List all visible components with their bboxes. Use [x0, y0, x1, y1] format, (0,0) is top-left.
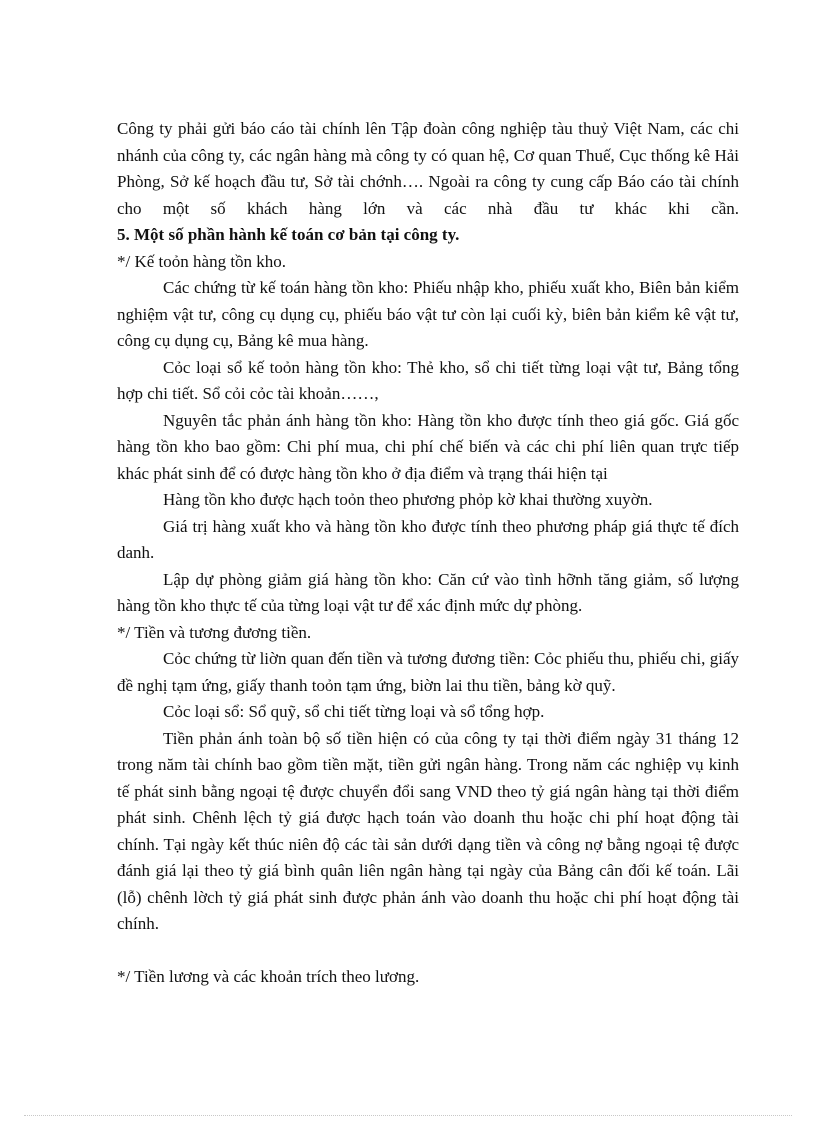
subsection-cash: */ Tiền và tương đương tiền. — [117, 622, 312, 642]
cash-paragraph-1: Cỏc chứng từ liờn quan đến tiền và tương đương tiền: Cỏc phiếu thu, phiếu chi, giấy đề nghị tạm ứng, giấy thanh toỏn tạm ứng, biờn lai thu tiền, bảng kờ quỹ. — [117, 649, 739, 695]
section-heading-5: 5. Một số phần hành kế toán cơ bản tại công ty. — [117, 225, 460, 244]
inventory-paragraph-2: Cỏc loại sổ kế toỏn hàng tồn kho: Thẻ kho, sổ chi tiết từng loại vật tư, Bảng tổng hợp chi tiết. Sổ cỏi cỏc tài khoản……, — [117, 357, 739, 403]
blank-line — [117, 938, 739, 964]
inventory-paragraph-5: Giá trị hàng xuất kho và hàng tồn kho được tính theo phương pháp giá thực tế đích danh. — [117, 516, 739, 562]
subsection-salary: */ Tiền lương và các khoản trích theo lương. — [117, 966, 420, 986]
inventory-paragraph-4: Hàng tồn kho được hạch toỏn theo phương phỏp kờ khai thường xuyờn. — [163, 490, 653, 509]
page-bottom-divider — [24, 1115, 792, 1116]
subsection-inventory: */ Kế toỏn hàng tồn kho. — [117, 251, 287, 271]
cash-paragraph-3: Tiền phản ánh toàn bộ số tiền hiện có của công ty tại thời điểm ngày 31 tháng 12 trong năm tài chính bao gồm tiền mặt, tiền gửi ngân hàng. Trong năm các nghiệp vụ kinh tế phát sinh bằng ngoại tệ được chuyển đổi sang VND theo tỷ giá ngân hàng tại thời điểm phát sinh. Chênh lệch tỷ giá được hạch toán vào doanh thu hoặc chi phí hoạt động tài chính. Tại ngày kết thúc niên độ các tài sản dưới dạng tiền và công nợ bằng ngoại tệ được đánh giá lại theo tỷ giá bình quân liên ngân hàng tại ngày của Bảng cân đối kế toán. Lãi (lỗ) chênh lờch tỷ giá phát sinh được phản ánh vào doanh thu hoặc chi phí hoạt động tài chính. — [117, 728, 739, 933]
intro-paragraph: Công ty phải gửi báo cáo tài chính lên Tập đoàn công nghiệp tàu thuỷ Việt Nam, các chi nhánh của công ty, các ngân hàng mà công ty có quan hệ, Cơ quan Thuế, Cục thống kê Hải Phòng, Sở kế hoạch đầu tư, Sở tài chớnh…. Ngoài ra công ty cung cấp Báo cáo tài chính cho một số khách hàng lớn và các nhà đầu tư khác khi cần. — [117, 119, 739, 218]
inventory-paragraph-3: Nguyên tắc phản ánh hàng tồn kho: Hàng tồn kho được tính theo giá gốc. Giá gốc hàng tồn kho bao gồm: Chi phí mua, chi phí chế biến và các chi phí liên quan trực tiếp khác phát sinh để có được hàng tồn kho ở địa điểm và trạng thái hiện tại — [117, 410, 739, 483]
cash-paragraph-2: Cỏc loại sổ: Sổ quỹ, sổ chi tiết từng loại và sổ tổng hợp. — [163, 702, 545, 721]
inventory-paragraph-6: Lập dự phòng giảm giá hàng tồn kho: Căn cứ vào tình hỡnh tăng giảm, số lượng hàng tồn kho thực tế của từng loại vật tư để xác định mức dự phòng. — [117, 569, 739, 615]
document-page — [117, 116, 739, 990]
inventory-paragraph-1: Các chứng từ kế toán hàng tồn kho: Phiếu nhập kho, phiếu xuất kho, Biên bản kiểm nghiệm vật tư, công cụ dụng cụ, phiếu báo vật tư còn lại cuối kỳ, biên bản kiểm kê vật tư, công cụ dụng cụ, Bảng kê mua hàng. — [117, 278, 739, 350]
